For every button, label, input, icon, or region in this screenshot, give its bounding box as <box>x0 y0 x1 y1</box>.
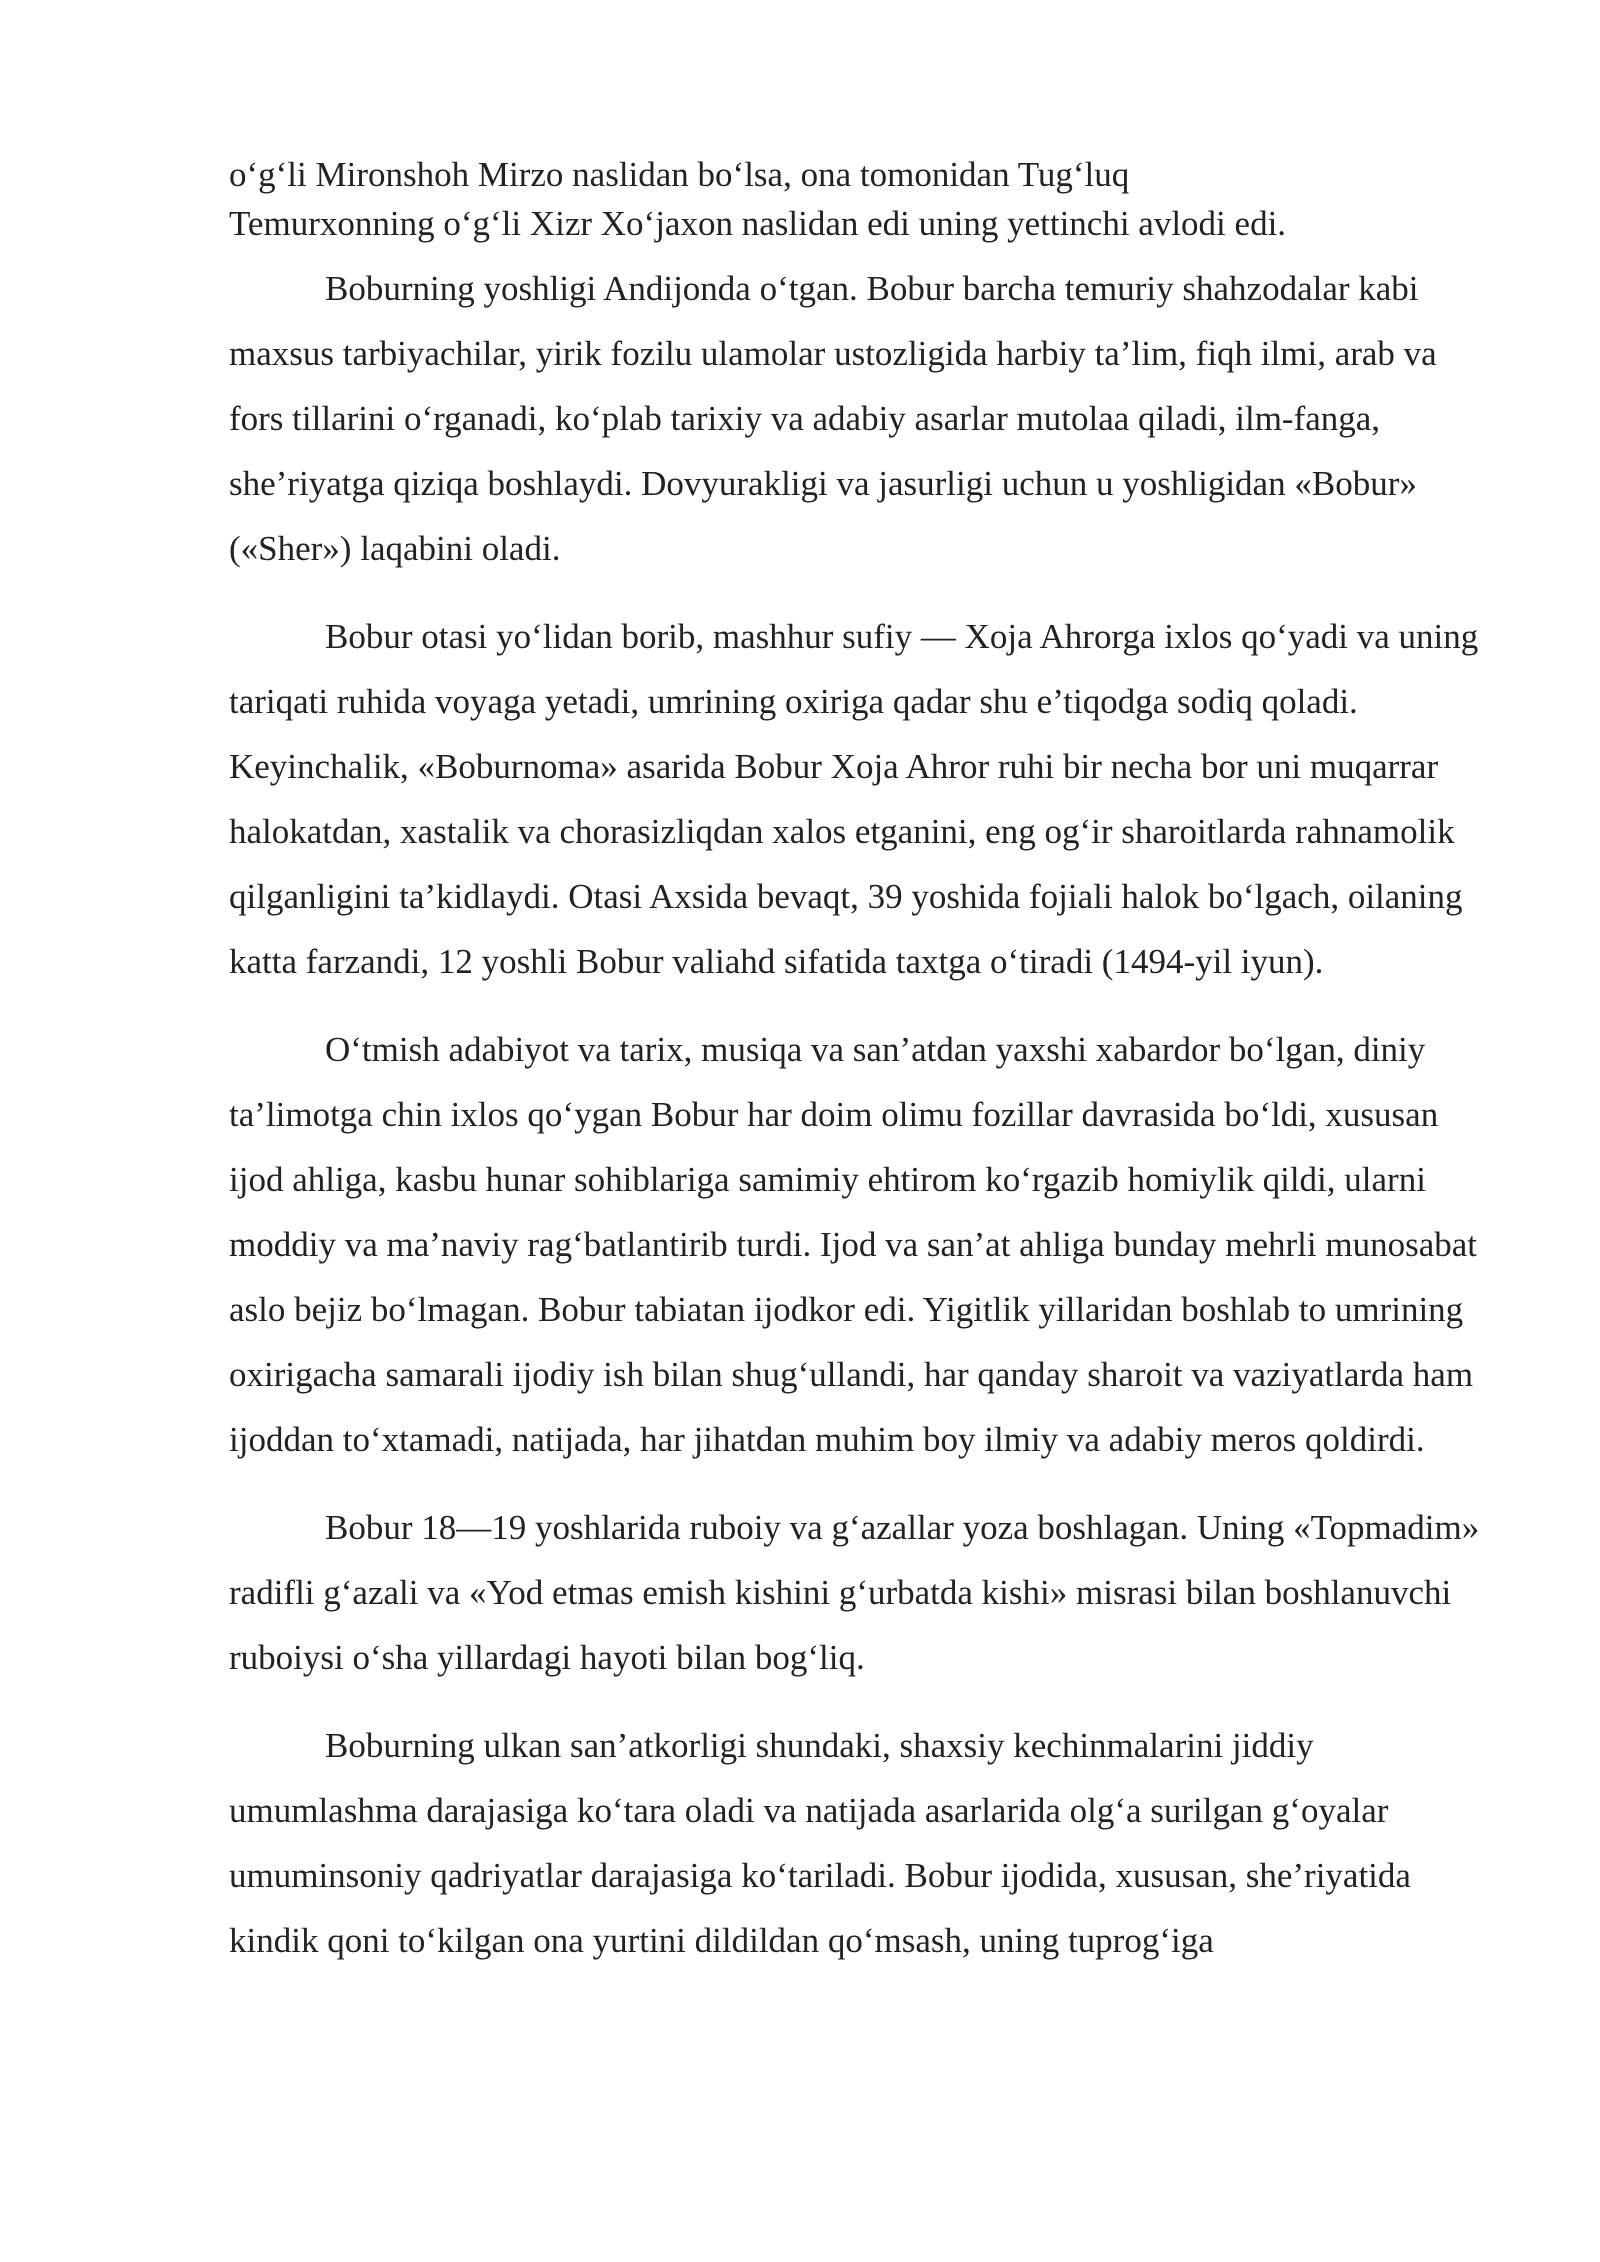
paragraph-poetry: Bobur 18—19 yoshlarida ruboiy va g‘azallar yoza boshlagan. Uning «Topmadim» radifli g‘azali va «Yod etmas emish kishini g‘urbatda kishi» misrasi bilan boshlanuvchi ruboiysi o‘sha yillardagi hayoti bilan bog‘liq. <box>229 1508 1480 1677</box>
paragraph-father: Bobur otasi yo‘lidan borib, mashhur sufiy — Xoja Ahrorga ixlos qo‘yadi va uning tariqati ruhida voyaga yetadi, umrining oxiriga qadar shu e’tiqodga sodiq qoladi. Keyinchalik, «Boburnoma» asarida Bobur Xoja Ahror ruhi bir necha bor uni muqarrar halokatdan, xastalik va chorasizliqdan xalos etganini, eng og‘ir sharoitlarda rahnamolik qilganligini ta’kidlaydi. Otasi Axsida bevaqt, 39 yoshida fojiali halok bo‘lgach, oilaning katta farzandi, 12 yoshli Bobur valiahd sifatida taxtga o‘tiradi (1494-yil iyun). <box>229 617 1479 981</box>
paragraph-patronage: O‘tmish adabiyot va tarix, musiqa va san’atdan yaxshi xabardor bo‘lgan, diniy ta’limotga chin ixlos qo‘ygan Bobur har doim olimu fozillar davrasida bo‘ldi, xususan ijod ahliga, kasbu hunar sohiblariga samimiy ehtirom ko‘rgazib homiylik qildi, ularni moddiy va ma’naviy rag‘batlantirib turdi. Ijod va san’at ahliga bunday mehrli munosabat aslo bejiz bo‘lmagan. Bobur tabiatan ijodkor edi. Yigitlik yillaridan boshlab to umrining oxirigacha samarali ijodiy ish bilan shug‘ullandi, har qanday sharoit va vaziyatlarda ham ijoddan to‘xtamadi, natijada, har jihatdan muhim boy ilmiy va adabiy meros qoldirdi. <box>229 1030 1477 1459</box>
lead-paragraph <box>229 150 1499 248</box>
lead-line: Temurxonning o‘g‘li Xizr Xo‘jaxon naslidan edi uning yettinchi avlodi edi. <box>229 204 1287 243</box>
document-page <box>229 150 1499 1973</box>
paragraph-youth: Boburning yoshligi Andijonda o‘tgan. Bobur barcha temuriy shahzodalar kabi maxsus tarbiyachilar, yirik fozilu ulamolar ustozligida harbiy ta’lim, fiqh ilmi, arab va fors tillarini o‘rganadi, ko‘plab tarixiy va adabiy asarlar mutolaa qiladi, ilm-fanga, she’riyatga qiziqa boshlaydi. Dovyurakligi va jasurligi uchun u yoshligidan «Bobur» («Sher») laqabini oladi. <box>229 269 1437 568</box>
paragraph-artistry: Boburning ulkan san’atkorligi shundaki, shaxsiy kechinmalarini jiddiy umumlashma darajasiga ko‘tara oladi va natijada asarlarida olg‘a surilgan g‘oyalar umuminsoniy qadriyatlar darajasiga ko‘tariladi. Bobur ijodida, xususan, she’riyatida kindik qoni to‘kilgan ona yurtini dildildan qo‘msash, uning tuprog‘iga <box>229 1726 1411 1960</box>
lead-line: o‘g‘li Mironshoh Mirzo naslidan bo‘lsa, ona tomonidan Tug‘luq <box>229 155 1130 194</box>
